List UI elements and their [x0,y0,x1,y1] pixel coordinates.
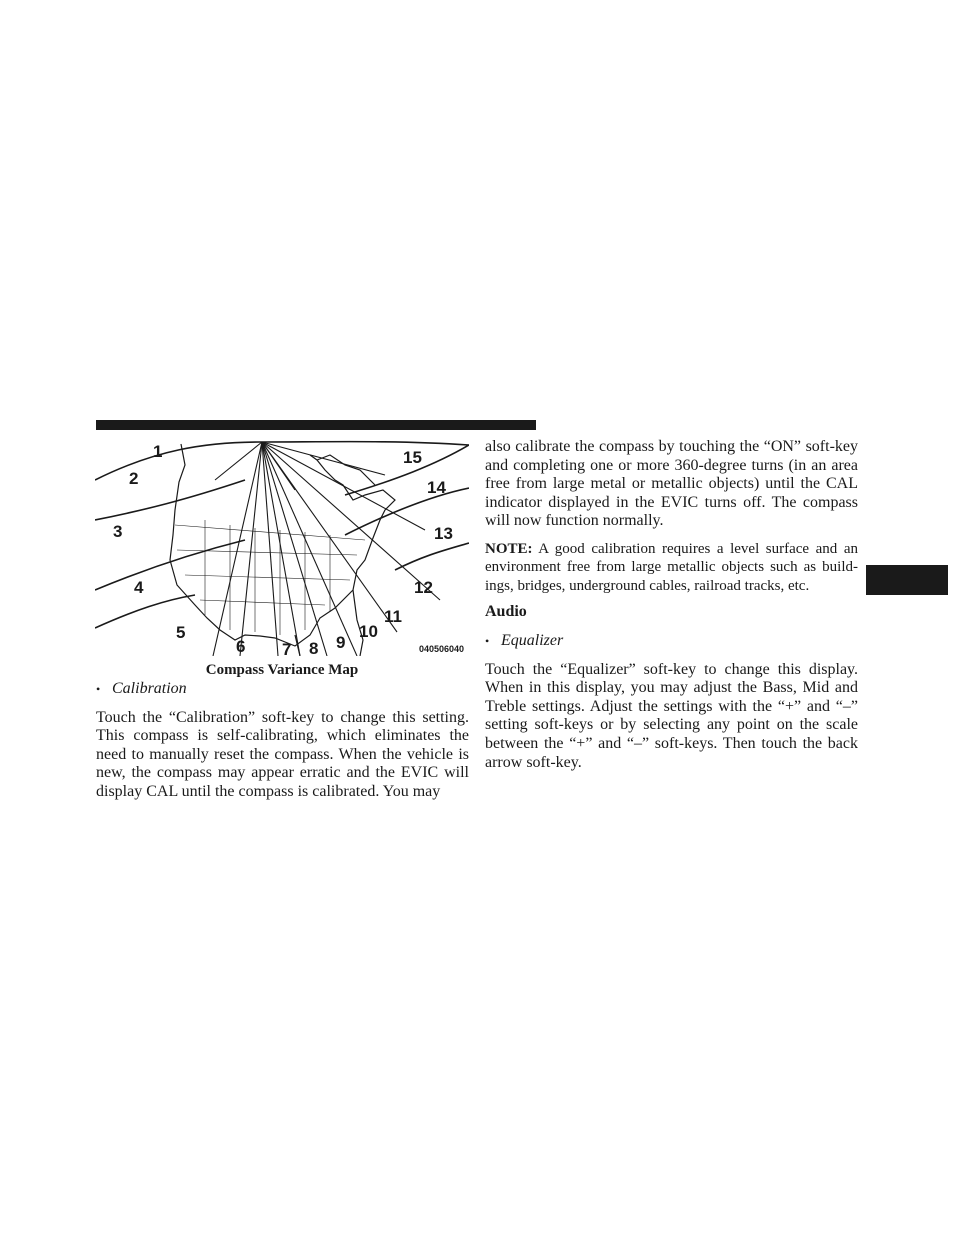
section-tab [866,565,948,595]
note-text: A good calibration requires a level surface and an environment free from large metallic objects such as build- ings, bridges, underground cables, railroad tracks, etc. [485,540,858,594]
zone-label-5: 5 [176,623,186,642]
bullet-icon: • [485,634,490,649]
zone-label-10: 10 [359,622,378,641]
zone-label-3: 3 [113,522,123,541]
zone-label-14: 14 [427,478,446,497]
state-borders [175,520,365,635]
zone-label-2: 2 [129,469,139,488]
header-rule [96,420,536,430]
zone-label-8: 8 [309,639,319,656]
bullet-calibration [96,680,469,699]
zone-label-15: 15 [403,448,422,467]
bullet-label: Equalizer [501,632,564,650]
zone-label-7: 7 [282,640,292,656]
figure-caption: Compass Variance Map [205,662,359,678]
zone-label-6: 6 [236,637,246,656]
right-column [485,438,858,772]
zone-label-1: 1 [153,442,163,461]
bullet-label: Calibration [112,680,187,697]
zone-label-12: 12 [414,578,433,597]
note-label: NOTE: [485,540,533,557]
section-heading-audio: Audio [485,603,527,621]
zone-label-11: 11 [384,607,402,626]
note-paragraph [485,540,858,596]
left-column [96,680,469,802]
calibration-continued-paragraph: also calibrate the compass by touching the “ON” soft-key and completing one or more 360-degree turns (in an area free from large metal or metallic objects) until the CAL indicator displayed in the EVIC turns off. The compass will now function normally. [485,438,858,530]
zone-label-9: 9 [336,633,346,652]
zone-label-4: 4 [134,578,144,597]
calibration-paragraph: Touch the “Calibration” soft-key to change this setting. This compass is self-calibrating, which eliminates the need to manually reset the compass. When the vehicle is new, the compass may appear erratic and the EVIC will display CAL until the compass is calibrated. You may [96,708,469,800]
bullet-icon: • [96,682,101,696]
image-code: 040506040 [419,644,465,654]
zone-label-13: 13 [434,524,453,543]
bullet-equalizer [485,632,858,651]
compass-variance-map [95,440,469,656]
equalizer-paragraph: Touch the “Equalizer” soft-key to change this display. When in this display, you may adjust the Bass, Mid and Treble settings. Adjust the settings with the “+” and “–” setting soft-keys or by selecting any point on the scale between the “+” and “–” soft-keys. Then touch the back arrow soft-key. [485,660,858,771]
map-illustration [95,440,469,656]
